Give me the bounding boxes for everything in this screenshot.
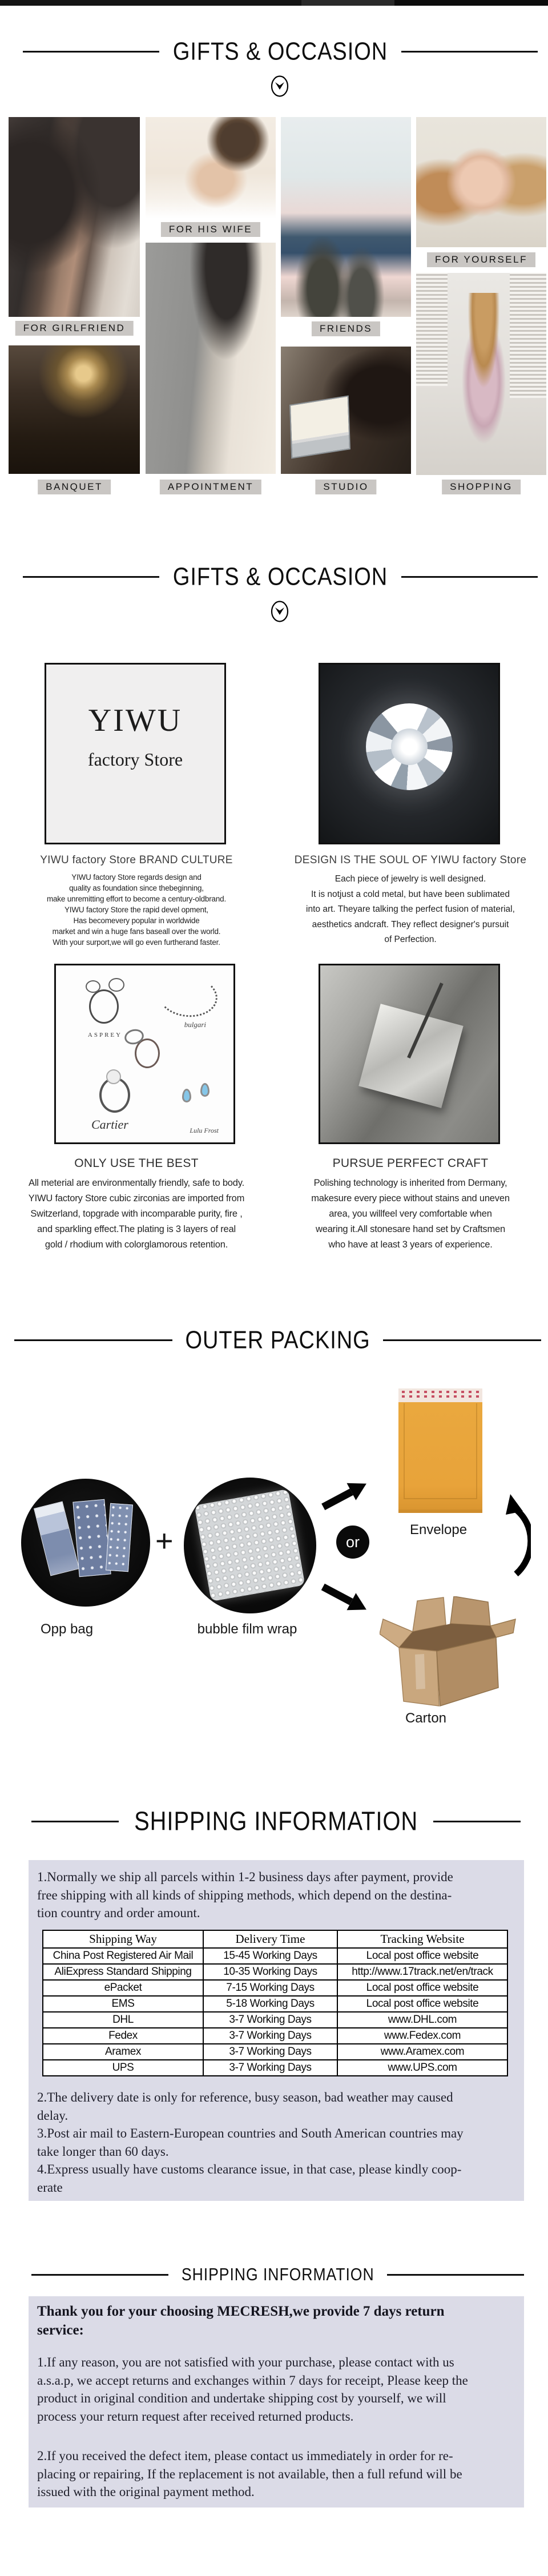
cell-delivery-time: 10-35 Working Days (203, 1964, 337, 1980)
title-line-right (401, 576, 538, 578)
col-header-delivery-time: Delivery Time (203, 1930, 337, 1948)
text-line: makesure every piece without stains and uneven (311, 1193, 510, 1204)
shipping-section-title: SHIPPING INFORMATION (134, 1806, 418, 1836)
text-line: Each piece of jewelry is well designed. (335, 874, 486, 884)
person-shape (453, 293, 515, 462)
text-line: of Perfection. (384, 935, 437, 944)
sketch-label-bulgari: bulgari (184, 1020, 206, 1029)
envelope-tape-shape (398, 1388, 482, 1402)
brand-culture-block (17, 854, 256, 948)
brand-culture-title: YIWU factory Store BRAND CULTURE (40, 854, 233, 866)
title-line-right (401, 51, 538, 53)
cell-shipping-way: UPS (43, 2060, 203, 2076)
perfect-craft-title: PURSUE PERFECT CRAFT (332, 1157, 489, 1170)
text-line: make unremitting effort to become a century-oldbrand. (46, 895, 227, 903)
brand-section-title-row (23, 564, 538, 590)
cell-shipping-way: Aramex (43, 2044, 203, 2060)
cell-delivery-time: 7-15 Working Days (203, 1980, 337, 1996)
diamond-photo-box (319, 663, 500, 844)
text-line: quality as foundation since thebeginning, (69, 884, 204, 892)
text-line: erate (37, 2180, 63, 2195)
cell-delivery-time: 3-7 Working Days (203, 2028, 337, 2044)
table-row (43, 1948, 507, 1964)
text-line: free shipping with all kinds of shipping methods, which depend on the destina- (37, 1887, 452, 1902)
tape-print-row (402, 1391, 479, 1393)
label-shopping: SHOPPING (442, 480, 521, 494)
only-best-title: ONLY USE THE BEST (74, 1157, 199, 1170)
bubble-film-label: bubble film wrap (197, 1621, 297, 1637)
shipping-paragraph-1 (37, 1868, 517, 1922)
text-line: placing or repairing, If the replacement is not available, then a full refund will be (37, 2466, 462, 2481)
table-row (43, 2060, 507, 2076)
photo-shopping (416, 273, 546, 475)
chevron-down-icon (271, 601, 289, 622)
text-line: delay. (37, 2108, 68, 2123)
text-line: Has becomevery popular in worldwide (73, 916, 200, 925)
text-line: wearing it.All stonesare hand set by Craftsmen (316, 1224, 505, 1234)
photo-appointment (146, 243, 276, 474)
arrow-shaft (321, 1488, 353, 1510)
arrow-up-right-icon (319, 1475, 371, 1515)
returns-paragraph-2 (37, 2447, 519, 2501)
text-line: YIWU factory Store cubic zirconias are imported from (28, 1193, 245, 1204)
envelope-label: Envelope (409, 1522, 468, 1537)
table-header-row (43, 1930, 507, 1948)
carton-label: Carton (405, 1710, 447, 1726)
curved-arrow-icon (485, 1493, 531, 1579)
logo-line2: factory Store (87, 749, 183, 770)
opp-bag-label: Opp bag (40, 1621, 94, 1637)
shipping-notes (37, 2088, 519, 2196)
cell-delivery-time: 15-45 Working Days (203, 1948, 337, 1964)
returns-section-title: SHIPPING INFORMATION (181, 2264, 374, 2284)
shipping-table (42, 1930, 508, 2076)
photo-for-his-wife (146, 117, 276, 219)
text-line: gold / rhodium with colorglamorous retention. (45, 1239, 228, 1250)
title-line-right (433, 1821, 521, 1822)
text-line: 1.If any reason, you are not satisfied with your purchase, please contact with us (37, 2355, 454, 2369)
label-appointment: APPOINTMENT (160, 480, 261, 494)
text-line: Polishing technology is inherited from Dermany, (313, 1178, 507, 1188)
table-row (43, 1996, 507, 2012)
cell-tracking-website: Local post office website (337, 1948, 507, 1964)
cell-shipping-way: DHL (43, 2012, 203, 2028)
yiwu-logo-box (45, 663, 226, 844)
pearl-sketch (106, 1069, 121, 1084)
gifts-section-title: GIFTS & OCCASION (172, 37, 388, 66)
text-line: area, you willfeel very comfortable when (329, 1209, 492, 1219)
table-row (43, 1980, 507, 1996)
bubble-wrap-photo (184, 1478, 316, 1613)
cell-tracking-website: www.Fedex.com (337, 2028, 507, 2044)
cell-tracking-website: http://www.17track.net/en/track (337, 1964, 507, 1980)
table-row (43, 2044, 507, 2060)
text-line: YIWU factory Store regards design and (71, 873, 202, 882)
arrow-down-right-icon (319, 1578, 371, 1618)
brand-section-title: GIFTS & OCCASION (172, 562, 388, 591)
text-line: market and win a huge fans baseall over the world. (52, 927, 221, 936)
cell-shipping-way: EMS (43, 1996, 203, 2012)
text-line: a.s.a.p, we accept returns and exchanges within 7 days for receipt, Please keep the (37, 2373, 468, 2388)
returns-paragraph-1 (37, 2353, 519, 2425)
jewelry-sketch-box (54, 964, 235, 1144)
earring-sketch (200, 1083, 209, 1097)
col-header-tracking-website: Tracking Website (337, 1930, 507, 1948)
text-line: product in original condition and undertake shipping cost by yourself, we will (37, 2391, 446, 2405)
cell-tracking-website: www.UPS.com (337, 2060, 507, 2076)
cell-tracking-website: www.DHL.com (337, 2012, 507, 2028)
cell-shipping-way: Fedex (43, 2028, 203, 2044)
label-for-yourself: FOR YOURSELF (427, 252, 535, 267)
text-line: 2.The delivery date is only for reference, busy season, bad weather may caused (37, 2090, 453, 2104)
text-line: All meterial are environmentally friendly, safe to body. (29, 1178, 244, 1188)
sketch-label-lulu-frost: Lulu Frost (190, 1126, 219, 1134)
title-line-left (23, 576, 159, 578)
or-badge: or (336, 1526, 369, 1559)
cell-shipping-way: ePacket (43, 1980, 203, 1996)
tape-print-row (402, 1395, 479, 1398)
ring-sketch (89, 989, 119, 1024)
returns-heading (37, 2302, 517, 2340)
photo-friends (281, 117, 411, 317)
cell-shipping-way: China Post Registered Air Mail (43, 1948, 203, 1964)
text-line: aesthetics andcraft. They reflect designer's pursuit (312, 919, 509, 929)
label-banquet: BANQUET (38, 480, 111, 494)
table-row (43, 2028, 507, 2044)
table-row (43, 1964, 507, 1980)
only-best-block (17, 1157, 256, 1253)
packing-section-title: OUTER PACKING (185, 1326, 370, 1354)
text-line: YIWU factory Store the rapid devel opment, (65, 905, 208, 914)
text-line: 1.Normally we ship all parcels within 1-2 business days after payment, provide (37, 1870, 453, 1884)
text-line: and sparkling effect.The plating is 3 layers of real (37, 1224, 236, 1234)
necklace-sketch (156, 973, 220, 1020)
table-row (43, 2012, 507, 2028)
title-line-right (383, 1339, 541, 1341)
diamond-core-shape (391, 728, 428, 765)
shutter-shape (510, 273, 546, 398)
title-line-left (31, 1821, 119, 1822)
label-for-his-wife: FOR HIS WIFE (161, 222, 260, 237)
perfect-craft-block (285, 1157, 536, 1253)
text-line: 4.Express usually have customs clearance issue, in that case, please kindly coop- (37, 2162, 462, 2176)
cell-delivery-time: 3-7 Working Days (203, 2060, 337, 2076)
photo-studio (281, 347, 411, 474)
photo-banquet (9, 345, 140, 474)
cell-tracking-website: Local post office website (337, 1980, 507, 1996)
text-line: issued with the original payment method. (37, 2485, 255, 2499)
text-line: who have at least 3 years of experience. (328, 1239, 493, 1250)
text-line: process your return request after received returned products. (37, 2409, 354, 2424)
gifts-section-title-row (23, 39, 538, 65)
arrow-shaft (321, 1583, 353, 1605)
flower-sketch (86, 980, 100, 993)
bubble-film-shape (195, 1489, 305, 1602)
title-line-left (23, 51, 159, 53)
shutter-shape (416, 273, 448, 386)
top-photo-strip (0, 0, 548, 6)
opp-bag-photo (21, 1479, 150, 1607)
label-studio: STUDIO (315, 480, 376, 494)
logo-line1: YIWU (88, 703, 183, 738)
text-line: 3.Post air mail to Eastern-European countries and South American countries may (37, 2126, 464, 2140)
jewelry-bag-shape (106, 1503, 133, 1572)
shipping-section-title-row (31, 1808, 521, 1835)
packing-section-title-row (14, 1327, 541, 1353)
label-for-girlfriend: FOR GIRLFRIEND (15, 321, 134, 336)
jewelry-bag-shape (34, 1502, 79, 1576)
carton-photo (380, 1596, 517, 1708)
cell-tracking-website: www.Aramex.com (337, 2044, 507, 2060)
col-header-shipping-way: Shipping Way (43, 1930, 203, 1948)
earring-sketch (182, 1089, 191, 1102)
cell-delivery-time: 3-7 Working Days (203, 2044, 337, 2060)
label-friends: FRIENDS (312, 321, 380, 336)
craft-photo-box (319, 964, 500, 1144)
envelope-flap-shape (404, 1403, 477, 1499)
cell-tracking-website: Local post office website (337, 1996, 507, 2012)
text-line: With your surport,we will go even furtherand faster. (53, 938, 220, 947)
text-line: service: (37, 2323, 84, 2338)
design-soul-block (285, 854, 536, 948)
returns-section-title-row (31, 2265, 524, 2284)
text-line: tion country and order amount. (37, 1906, 200, 1920)
laptop-shape (289, 395, 350, 458)
cell-shipping-way: AliExpress Standard Shipping (43, 1964, 203, 1980)
cell-delivery-time: 3-7 Working Days (203, 2012, 337, 2028)
text-line: 2.If you received the defect item, please contact us immediately in order for re- (37, 2449, 453, 2463)
design-soul-title: DESIGN IS THE SOUL OF YIWU factory Store (294, 854, 527, 866)
text-line: It is notjust a cold metal, but have been sublimated (311, 889, 510, 899)
photo-for-yourself (416, 117, 546, 247)
chevron-down-icon (271, 75, 289, 97)
text-line: Thank you for your choosing MECRESH,we provide 7 days return (37, 2304, 445, 2319)
title-line-left (14, 1339, 172, 1341)
plus-sign: + (155, 1524, 174, 1558)
text-line: Switzerland, topgrade with incomparable purity, fire , (30, 1209, 243, 1219)
arrow-head (346, 1475, 370, 1500)
sketch-label-cartier: Cartier (91, 1117, 128, 1132)
title-line-left (31, 2274, 168, 2276)
text-line: into art. Theyare talking the perfect fusion of material, (306, 904, 515, 914)
photo-for-girlfriend (9, 117, 140, 317)
envelope-photo (398, 1388, 482, 1513)
title-line-right (387, 2274, 524, 2276)
text-line: take longer than 60 days. (37, 2144, 169, 2159)
sketch-label-asprey: ASPREY (87, 1032, 123, 1039)
flower-sketch (108, 978, 124, 992)
cell-delivery-time: 5-18 Working Days (203, 1996, 337, 2012)
